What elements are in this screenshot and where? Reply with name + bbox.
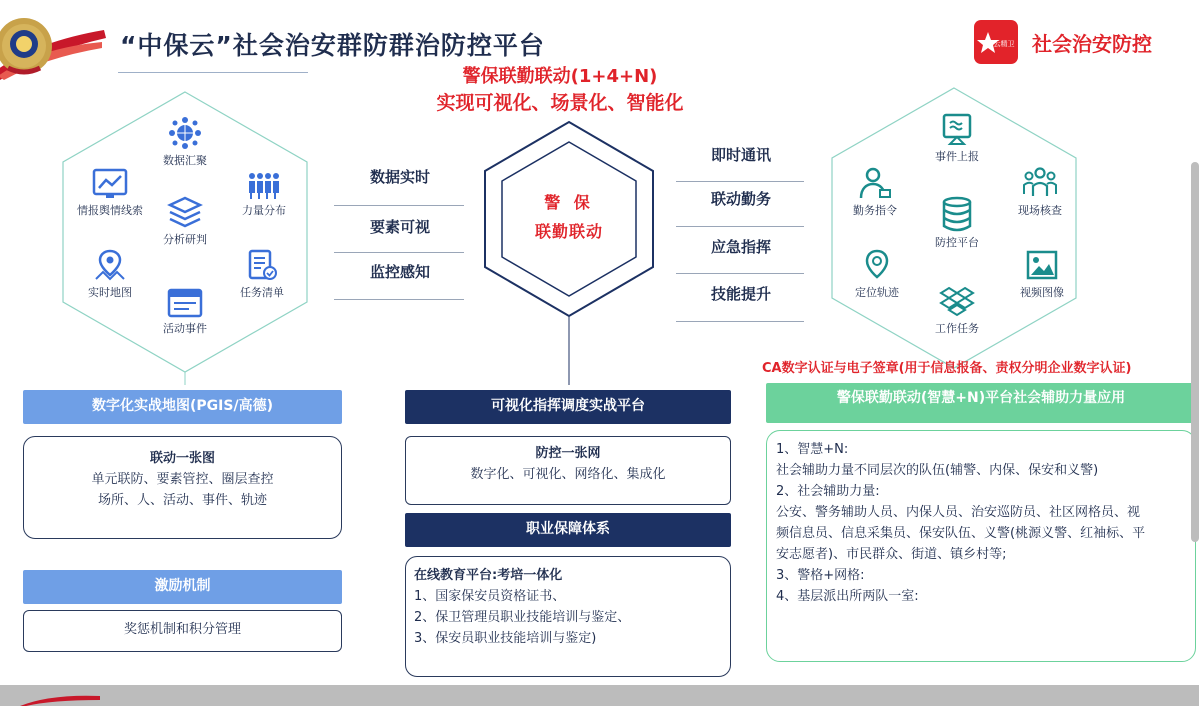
right-hex-label: 现场核查	[1018, 204, 1062, 217]
map-pin-icon	[93, 248, 127, 282]
bottom-strip	[0, 685, 1199, 706]
mid-box-network	[405, 436, 731, 505]
divider	[676, 226, 804, 227]
left-hex-item-intel	[70, 168, 150, 218]
middle-left-label-3: 监控感知	[370, 263, 431, 281]
location-icon	[862, 248, 892, 282]
right-hex-item-location	[847, 248, 907, 300]
divider	[334, 205, 464, 206]
mid-box-title: 在线教育平台:考培一体化	[414, 568, 563, 583]
right-box-line: 4、基层派出所两队一室:	[776, 589, 919, 604]
left-box-incentive	[23, 610, 342, 652]
middle-right-label-4: 技能提升	[711, 285, 772, 303]
brand-logo-text: 云精卫	[993, 40, 1015, 48]
mid-bar-command: 可视化指挥调度实战平台	[405, 390, 731, 424]
left-hex-label: 数据汇聚	[163, 154, 207, 167]
left-bar-map: 数字化实战地图(PGIS/高德)	[23, 390, 342, 424]
right-hex-label: 工作任务	[935, 322, 979, 335]
left-bar-incentive: 激励机制	[23, 570, 342, 604]
right-bar-application: 警保联勤联动(智慧+N)平台社会辅助力量应用	[766, 383, 1196, 423]
right-hex-item-video	[1012, 248, 1072, 300]
mid-box-line: 数字化、可视化、网络化、集成化	[470, 467, 666, 482]
people-group-icon	[245, 170, 283, 200]
divider	[334, 252, 464, 253]
chart-line-icon	[92, 168, 128, 200]
subtitle-1: 警保联勤联动(1+4+N)	[462, 66, 658, 87]
right-box-line: 3、警格+网格:	[776, 568, 865, 583]
officer-icon	[858, 166, 892, 200]
middle-right-label-2: 联动勤务	[711, 190, 772, 208]
right-box-line: 安志愿者)、市民群众、街道、镇乡村等;	[776, 547, 1007, 562]
left-hex-item-tasks	[232, 248, 292, 300]
right-box-line: 频信息员、信息采集员、保安队伍、义警(桃源义警、红袖标、平	[776, 526, 1146, 541]
right-hex-item-command	[845, 166, 905, 218]
right-box-line: 社会辅助力量不同层次的队伍(辅警、内保、保安和义警)	[776, 463, 1099, 478]
mid-bar-security: 职业保障体系	[405, 513, 731, 547]
left-hex-label: 实时地图	[88, 286, 132, 299]
right-hex-label: 防控平台	[935, 236, 979, 249]
ca-note: CA数字认证与电子签章(用于信息报备、责权分明企业数字认证)	[762, 361, 1132, 376]
divider	[334, 299, 464, 300]
flag-ribbon-icon	[20, 690, 100, 706]
left-hex-label: 情报舆情线索	[77, 204, 143, 217]
subtitle-2: 实现可视化、场景化、智能化	[436, 92, 684, 114]
center-title-1: 警 保	[544, 193, 594, 212]
left-box-map	[23, 436, 342, 539]
right-hex-item-report	[927, 112, 987, 164]
divider	[676, 321, 804, 322]
database-icon	[940, 196, 974, 232]
right-box-line: 公安、警务辅助人员、内保人员、治安巡防员、社区网格员、视	[776, 505, 1141, 520]
left-hex-item-force	[234, 170, 294, 218]
brand-name: 社会治安防控	[1032, 32, 1152, 56]
network-globe-icon	[168, 116, 202, 150]
center-title-2: 联勤联动	[534, 222, 603, 241]
image-icon	[1025, 248, 1059, 282]
right-hex-label: 事件上报	[935, 150, 979, 163]
right-hex-item-platform	[927, 196, 987, 250]
left-box-title: 联动一张图	[149, 451, 215, 466]
left-hex-label: 力量分布	[242, 204, 286, 217]
left-box-line: 奖惩机制和积分管理	[123, 622, 241, 637]
divider	[676, 181, 804, 182]
divider	[676, 273, 804, 274]
middle-left-label-2: 要素可视	[370, 218, 431, 236]
dropbox-icon	[939, 286, 975, 318]
left-hex-item-events	[155, 286, 215, 336]
left-hex-label: 活动事件	[163, 322, 207, 335]
checklist-icon	[245, 248, 279, 282]
mid-box-line: 1、国家保安员资格证书、	[414, 589, 566, 604]
left-hex-item-data	[155, 116, 215, 168]
right-hex-label: 定位轨迹	[855, 286, 899, 299]
calendar-icon	[167, 286, 203, 318]
vertical-scrollbar[interactable]	[1191, 162, 1199, 542]
right-hex-label: 视频图像	[1020, 286, 1064, 299]
right-hex-item-work	[927, 286, 987, 336]
page-title: “中保云”社会治安群防群治防控平台	[120, 31, 545, 60]
mid-box-title: 防控一张网	[535, 446, 601, 461]
mid-box-line: 2、保卫管理员职业技能培训与鉴定、	[414, 610, 631, 625]
middle-right-label-3: 应急指挥	[711, 238, 772, 256]
right-box-application	[766, 430, 1196, 662]
right-hex-label: 勤务指令	[853, 204, 897, 217]
right-box-line: 2、社会辅助力量:	[776, 484, 880, 499]
left-hex-item-analysis	[155, 195, 215, 247]
left-box-line: 单元联防、要素管控、圈层查控	[91, 472, 274, 487]
right-hex-item-verify	[1010, 166, 1070, 218]
left-hex-label: 任务清单	[240, 286, 284, 299]
report-icon	[940, 112, 974, 146]
middle-left-label-1: 数据实时	[370, 168, 431, 186]
right-box-line: 1、智慧+N:	[776, 442, 849, 457]
team-icon	[1021, 166, 1059, 200]
layers-icon	[167, 195, 203, 229]
left-hex-label: 分析研判	[163, 233, 207, 246]
mid-box-line: 3、保安员职业技能培训与鉴定)	[414, 631, 597, 646]
left-hex-item-map	[80, 248, 140, 300]
left-box-line: 场所、人、活动、事件、轨迹	[97, 493, 267, 508]
mid-box-education	[405, 556, 731, 677]
middle-right-label-1: 即时通讯	[711, 146, 772, 164]
